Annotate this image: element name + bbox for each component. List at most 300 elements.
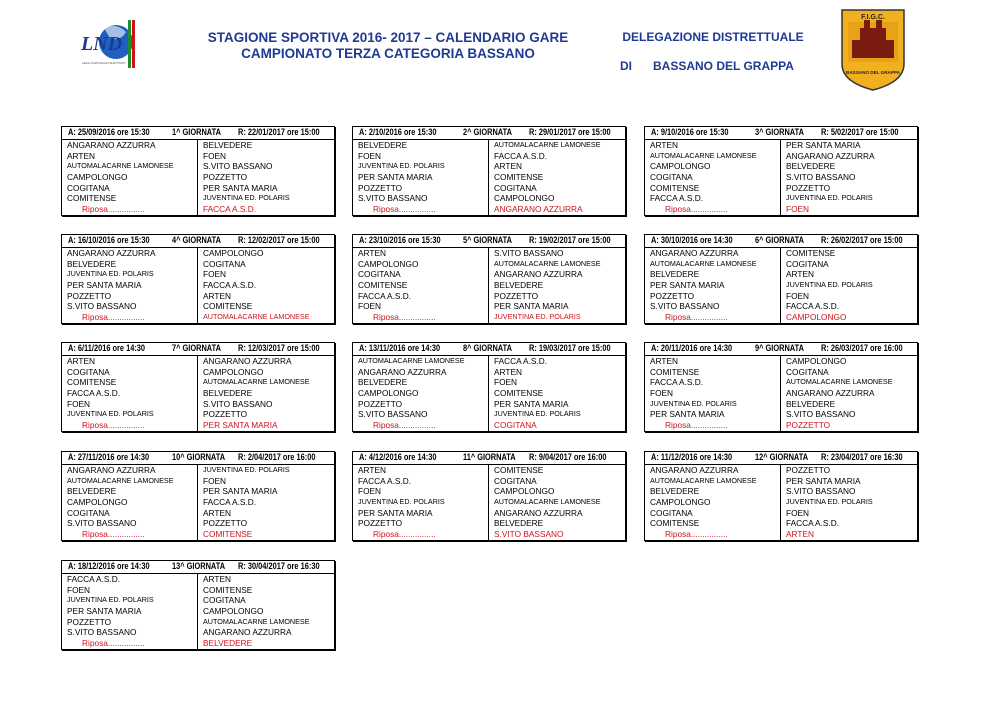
home-team: AUTOMALACARNE LAMONESE [62, 161, 198, 172]
match-row [62, 508, 334, 519]
away-team: FOEN [786, 507, 810, 518]
away-team: S.VITO BASSANO [786, 409, 856, 420]
match-row [645, 508, 917, 519]
crest-bottom-text: BASSANO DEL GRAPPA [846, 70, 900, 75]
giornata-label: 4^ GIORNATA [172, 235, 221, 246]
home-team: COMITENSE [645, 183, 781, 194]
home-team: CAMPOLONGO [645, 161, 781, 172]
round-block [644, 451, 918, 541]
rest-row [353, 204, 625, 215]
home-team: COMITENSE [353, 280, 489, 291]
match-row [62, 399, 334, 410]
resting-team: JUVENTINA ED. POLARIS [494, 312, 581, 322]
round-block [644, 342, 918, 432]
away-team: PER SANTA MARIA [786, 475, 861, 486]
away-team: BELVEDERE [203, 140, 253, 150]
match-row [353, 409, 625, 420]
away-team: S.VITO BASSANO [203, 161, 273, 172]
match-row [353, 183, 625, 194]
andata-date: A: 9/10/2016 ore 15:30 [651, 127, 729, 138]
away-team: ANGARANO AZZURRA [786, 150, 875, 161]
match-row [645, 161, 917, 172]
andata-date: A: 30/10/2016 ore 14:30 [651, 235, 733, 246]
match-row [645, 465, 917, 476]
home-team: JUVENTINA ED. POLARIS [62, 595, 198, 606]
match-row [62, 269, 334, 280]
home-team: BELVEDERE [353, 140, 489, 151]
match-row [62, 193, 334, 204]
home-team: PER SANTA MARIA [62, 280, 198, 291]
match-row [645, 301, 917, 312]
match-row [645, 356, 917, 367]
home-team: S.VITO BASSANO [353, 409, 489, 420]
andata-date: A: 2/10/2016 ore 15:30 [359, 127, 437, 138]
away-team: FACCA A.S.D. [786, 301, 840, 312]
riposa-label: Riposa................ [62, 420, 198, 431]
away-team: JUVENTINA ED. POLARIS [203, 193, 290, 203]
round-block [352, 451, 626, 541]
riposa-label: Riposa................ [62, 638, 198, 649]
resting-team: AUTOMALACARNE LAMONESE [203, 312, 310, 322]
ritorno-date: R: 2/04/2017 ore 16:00 [238, 452, 316, 463]
lnd-logo-small: LEGA NAZIONALE DILETTANTI [82, 61, 126, 65]
away-team: AUTOMALACARNE LAMONESE [494, 497, 601, 507]
match-row [645, 399, 917, 410]
rest-row [62, 420, 334, 431]
home-team: COMITENSE [645, 367, 781, 378]
home-team: POZZETTO [645, 291, 781, 302]
away-team: S.VITO BASSANO [203, 398, 273, 409]
away-team: CAMPOLONGO [203, 366, 264, 377]
match-row [62, 617, 334, 628]
away-team: AUTOMALACARNE LAMONESE [494, 140, 601, 149]
away-team: PER SANTA MARIA [203, 182, 278, 193]
home-team: ARTEN [645, 140, 781, 151]
away-team: JUVENTINA ED. POLARIS [786, 497, 873, 507]
home-team: COGITANA [62, 183, 198, 194]
away-team: PER SANTA MARIA [786, 140, 861, 150]
away-team: BELVEDERE [786, 161, 836, 172]
home-team: CAMPOLONGO [353, 259, 489, 270]
away-team: JUVENTINA ED. POLARIS [786, 280, 873, 290]
away-team: BELVEDERE [494, 518, 544, 529]
home-team: S.VITO BASSANO [645, 301, 781, 312]
ritorno-date: R: 19/02/2017 ore 15:00 [529, 235, 611, 246]
rest-row [62, 204, 334, 215]
round-header [353, 343, 625, 356]
home-team: POZZETTO [62, 617, 198, 628]
home-team: S.VITO BASSANO [353, 193, 489, 204]
home-team: CAMPOLONGO [645, 497, 781, 508]
away-team: AUTOMALACARNE LAMONESE [203, 616, 310, 626]
away-team: S.VITO BASSANO [786, 172, 856, 183]
match-row [645, 269, 917, 280]
match-row [645, 409, 917, 420]
round-block [61, 234, 335, 324]
away-team: COGITANA [494, 475, 537, 486]
riposa-label: Riposa................ [353, 420, 489, 431]
away-team: ANGARANO AZZURRA [203, 627, 292, 638]
riposa-label: Riposa................ [645, 529, 781, 540]
away-team: CAMPOLONGO [494, 486, 555, 497]
resting-team: ARTEN [786, 529, 814, 540]
home-team: FOEN [62, 399, 198, 410]
ritorno-date: R: 30/04/2017 ore 16:30 [238, 561, 320, 572]
away-team: AUTOMALACARNE LAMONESE [203, 377, 310, 387]
riposa-label: Riposa................ [645, 204, 781, 215]
resting-team: COGITANA [494, 420, 537, 431]
resting-team: FOEN [786, 204, 810, 215]
round-header [353, 235, 625, 248]
match-row [353, 388, 625, 399]
home-team: POZZETTO [353, 399, 489, 410]
match-row [62, 291, 334, 302]
away-team: BELVEDERE [786, 398, 836, 409]
resting-team: PER SANTA MARIA [203, 420, 278, 431]
home-team: PER SANTA MARIA [645, 280, 781, 291]
away-team: S.VITO BASSANO [786, 486, 856, 497]
round-block [352, 126, 626, 216]
home-team: ANGARANO AZZURRA [645, 465, 781, 476]
home-team: JUVENTINA ED. POLARIS [353, 497, 489, 508]
match-row [645, 497, 917, 508]
away-team: FACCA A.S.D. [203, 280, 257, 291]
match-row [62, 388, 334, 399]
andata-date: A: 13/11/2016 ore 14:30 [359, 343, 441, 354]
away-team: JUVENTINA ED. POLARIS [203, 465, 290, 474]
away-team: POZZETTO [203, 409, 248, 420]
rest-row [645, 420, 917, 431]
home-team: CAMPOLONGO [62, 497, 198, 508]
resting-team: POZZETTO [786, 420, 831, 431]
riposa-label: Riposa................ [353, 312, 489, 323]
home-team: FOEN [353, 486, 489, 497]
title-line-1: STAGIONE SPORTIVA 2016- 2017 – CALENDARIO GARE [207, 30, 569, 45]
match-row [645, 388, 917, 399]
home-team: ANGARANO AZZURRA [62, 465, 198, 476]
away-team: ARTEN [494, 366, 522, 377]
away-team: ARTEN [203, 574, 231, 584]
match-row [62, 476, 334, 487]
away-team: POZZETTO [203, 172, 248, 183]
resting-team: CAMPOLONGO [786, 312, 847, 323]
delegation-label: DELEGAZIONE DISTRETTUALE [622, 30, 804, 44]
andata-date: A: 6/11/2016 ore 14:30 [68, 343, 146, 354]
away-team: AUTOMALACARNE LAMONESE [786, 377, 893, 387]
home-team: CAMPOLONGO [62, 172, 198, 183]
round-header [62, 561, 334, 574]
home-team: PER SANTA MARIA [62, 606, 198, 617]
giornata-label: 2^ GIORNATA [463, 127, 512, 138]
match-row [645, 183, 917, 194]
match-row [645, 476, 917, 487]
giornata-label: 3^ GIORNATA [755, 127, 804, 138]
figc-crest-logo [838, 6, 908, 92]
rest-row [353, 312, 625, 323]
match-row [353, 140, 625, 151]
match-row [62, 627, 334, 638]
match-row [645, 280, 917, 291]
away-team: CAMPOLONGO [494, 193, 555, 204]
riposa-label: Riposa................ [62, 312, 198, 323]
round-header [62, 452, 334, 465]
match-row [62, 409, 334, 420]
rest-row [353, 420, 625, 431]
riposa-label: Riposa................ [645, 420, 781, 431]
match-row [645, 377, 917, 388]
home-team: ARTEN [645, 356, 781, 367]
home-team: ANGARANO AZZURRA [353, 367, 489, 378]
ritorno-date: R: 26/03/2017 ore 16:00 [821, 343, 903, 354]
away-team: S.VITO BASSANO [494, 248, 564, 258]
away-team: PER SANTA MARIA [494, 398, 569, 409]
away-team: COMITENSE [786, 248, 836, 258]
rest-row [645, 204, 917, 215]
away-team: PER SANTA MARIA [203, 486, 278, 497]
away-team: COMITENSE [494, 172, 544, 183]
home-team: PER SANTA MARIA [353, 508, 489, 519]
home-team: JUVENTINA ED. POLARIS [645, 399, 781, 410]
match-row [353, 518, 625, 529]
match-row [353, 259, 625, 270]
giornata-label: 6^ GIORNATA [755, 235, 804, 246]
round-block [352, 234, 626, 324]
match-row [353, 367, 625, 378]
match-row [645, 193, 917, 204]
round-header [645, 127, 917, 140]
riposa-label: Riposa................ [62, 529, 198, 540]
rest-row [353, 529, 625, 540]
home-team: COGITANA [353, 269, 489, 280]
giornata-label: 12^ GIORNATA [755, 452, 809, 463]
match-row [645, 140, 917, 151]
home-team: COMITENSE [645, 518, 781, 529]
resting-team: S.VITO BASSANO [494, 529, 564, 540]
away-team: CAMPOLONGO [786, 356, 847, 366]
home-team: AUTOMALACARNE LAMONESE [62, 476, 198, 487]
home-team: ARTEN [62, 151, 198, 162]
home-team: COMITENSE [62, 377, 198, 388]
home-team: POZZETTO [62, 291, 198, 302]
match-row [353, 248, 625, 259]
match-row [62, 486, 334, 497]
match-row [353, 301, 625, 312]
home-team: COGITANA [62, 367, 198, 378]
page-title [178, 30, 598, 62]
giornata-label: 13^ GIORNATA [172, 561, 226, 572]
ritorno-date: R: 29/01/2017 ore 15:00 [529, 127, 611, 138]
rest-row [62, 638, 334, 649]
away-team: JUVENTINA ED. POLARIS [494, 409, 581, 419]
home-team: POZZETTO [353, 518, 489, 529]
away-team: POZZETTO [786, 182, 831, 193]
away-team: ANGARANO AZZURRA [494, 269, 583, 280]
match-row [645, 172, 917, 183]
title-line-2: CAMPIONATO TERZA CATEGORIA BASSANO [241, 46, 535, 61]
away-team: FOEN [203, 150, 227, 161]
home-team: ARTEN [353, 465, 489, 476]
match-row [62, 497, 334, 508]
round-header [645, 452, 917, 465]
match-row [645, 518, 917, 529]
home-team: FACCA A.S.D. [645, 193, 781, 204]
away-team: ARTEN [786, 269, 814, 280]
home-team: COMITENSE [62, 193, 198, 204]
match-row [353, 356, 625, 367]
ritorno-date: R: 19/03/2017 ore 15:00 [529, 343, 611, 354]
home-team: ANGARANO AZZURRA [645, 248, 781, 259]
home-team: FACCA A.S.D. [645, 377, 781, 388]
away-team: ARTEN [203, 290, 231, 301]
home-team: BELVEDERE [62, 486, 198, 497]
home-team: FACCA A.S.D. [353, 476, 489, 487]
round-header [62, 235, 334, 248]
round-header [62, 343, 334, 356]
away-team: COMITENSE [494, 465, 544, 475]
home-team: FOEN [645, 388, 781, 399]
andata-date: A: 4/12/2016 ore 14:30 [359, 452, 437, 463]
away-team: BELVEDERE [203, 388, 253, 399]
home-team: PER SANTA MARIA [353, 172, 489, 183]
home-team: S.VITO BASSANO [62, 301, 198, 312]
home-team: BELVEDERE [645, 486, 781, 497]
match-row [353, 291, 625, 302]
round-block [644, 126, 918, 216]
match-row [62, 367, 334, 378]
match-row [353, 193, 625, 204]
giornata-label: 10^ GIORNATA [172, 452, 226, 463]
away-team: COMITENSE [203, 301, 253, 312]
match-row [62, 140, 334, 151]
round-block [61, 451, 335, 541]
match-row [645, 291, 917, 302]
home-team: BELVEDERE [353, 377, 489, 388]
away-team: COMITENSE [494, 388, 544, 399]
andata-date: A: 16/10/2016 ore 15:30 [68, 235, 150, 246]
away-team: FOEN [203, 269, 227, 280]
resting-team: BELVEDERE [203, 638, 253, 649]
match-row [62, 595, 334, 606]
home-team: BELVEDERE [62, 259, 198, 270]
away-team: AUTOMALACARNE LAMONESE [494, 258, 601, 268]
away-team: CAMPOLONGO [203, 606, 264, 617]
round-block [61, 342, 335, 432]
andata-date: A: 25/09/2016 ore 15:30 [68, 127, 150, 138]
ritorno-date: R: 22/01/2017 ore 15:00 [238, 127, 320, 138]
home-team: ANGARANO AZZURRA [62, 140, 198, 151]
away-team: JUVENTINA ED. POLARIS [786, 193, 873, 203]
match-row [62, 248, 334, 259]
round-header [353, 452, 625, 465]
round-block [644, 234, 918, 324]
home-team: AUTOMALACARNE LAMONESE [645, 259, 781, 270]
home-team: AUTOMALACARNE LAMONESE [353, 356, 489, 367]
home-team: FOEN [353, 301, 489, 312]
match-row [645, 486, 917, 497]
match-row [645, 259, 917, 270]
home-team: AUTOMALACARNE LAMONESE [645, 151, 781, 162]
match-row [353, 151, 625, 162]
riposa-label: Riposa................ [645, 312, 781, 323]
giornata-label: 11^ GIORNATA [463, 452, 516, 463]
ritorno-date: R: 9/04/2017 ore 16:00 [529, 452, 607, 463]
home-team: COGITANA [645, 172, 781, 183]
home-team: ANGARANO AZZURRA [62, 248, 198, 259]
match-row [645, 248, 917, 259]
away-team: FACCA A.S.D. [494, 356, 548, 366]
away-team: POZZETTO [494, 290, 539, 301]
match-row [62, 172, 334, 183]
round-block [61, 126, 335, 216]
match-row [353, 280, 625, 291]
away-team: COGITANA [786, 258, 829, 269]
round-header [353, 127, 625, 140]
away-team: FOEN [786, 290, 810, 301]
home-team: CAMPOLONGO [353, 388, 489, 399]
andata-date: A: 27/11/2016 ore 14:30 [68, 452, 150, 463]
lnd-logo-text: LND [81, 33, 123, 55]
match-row [62, 585, 334, 596]
resting-team: FACCA A.S.D. [203, 204, 257, 215]
match-row [353, 486, 625, 497]
home-team: FACCA A.S.D. [62, 388, 198, 399]
away-team: ANGARANO AZZURRA [786, 388, 875, 399]
away-team: POZZETTO [786, 465, 831, 475]
away-team: COGITANA [786, 366, 829, 377]
rest-row [62, 312, 334, 323]
away-team: FOEN [494, 377, 518, 388]
rest-row [62, 529, 334, 540]
ritorno-date: R: 12/03/2017 ore 15:00 [238, 343, 320, 354]
match-row [62, 301, 334, 312]
giornata-label: 5^ GIORNATA [463, 235, 512, 246]
match-row [353, 476, 625, 487]
rest-row [645, 529, 917, 540]
away-team: COGITANA [494, 182, 537, 193]
away-team: COMITENSE [203, 584, 253, 595]
match-row [645, 151, 917, 162]
match-row [353, 377, 625, 388]
di-label: DI [620, 59, 632, 73]
away-team: COGITANA [203, 595, 246, 606]
away-team: ANGARANO AZZURRA [203, 356, 292, 366]
home-team: JUVENTINA ED. POLARIS [62, 409, 198, 420]
ritorno-date: R: 12/02/2017 ore 15:00 [238, 235, 320, 246]
andata-date: A: 18/12/2016 ore 14:30 [68, 561, 150, 572]
round-header [645, 343, 917, 356]
home-team: BELVEDERE [645, 269, 781, 280]
home-team: AUTOMALACARNE LAMONESE [645, 476, 781, 487]
home-team: PER SANTA MARIA [645, 409, 781, 420]
resting-team: ANGARANO AZZURRA [494, 204, 583, 215]
city-label: BASSANO DEL GRAPPA [653, 59, 794, 73]
match-row [62, 259, 334, 270]
rest-row [645, 312, 917, 323]
match-row [645, 367, 917, 378]
away-team: POZZETTO [203, 518, 248, 529]
away-team: FOEN [203, 475, 227, 486]
andata-date: A: 23/10/2016 ore 15:30 [359, 235, 441, 246]
match-row [62, 377, 334, 388]
away-team: PER SANTA MARIA [494, 301, 569, 312]
home-team: JUVENTINA ED. POLARIS [62, 269, 198, 280]
match-row [62, 518, 334, 529]
home-team: POZZETTO [353, 183, 489, 194]
match-row [62, 151, 334, 162]
away-team: ARTEN [203, 507, 231, 518]
ritorno-date: R: 26/02/2017 ore 15:00 [821, 235, 903, 246]
home-team: FACCA A.S.D. [62, 574, 198, 585]
